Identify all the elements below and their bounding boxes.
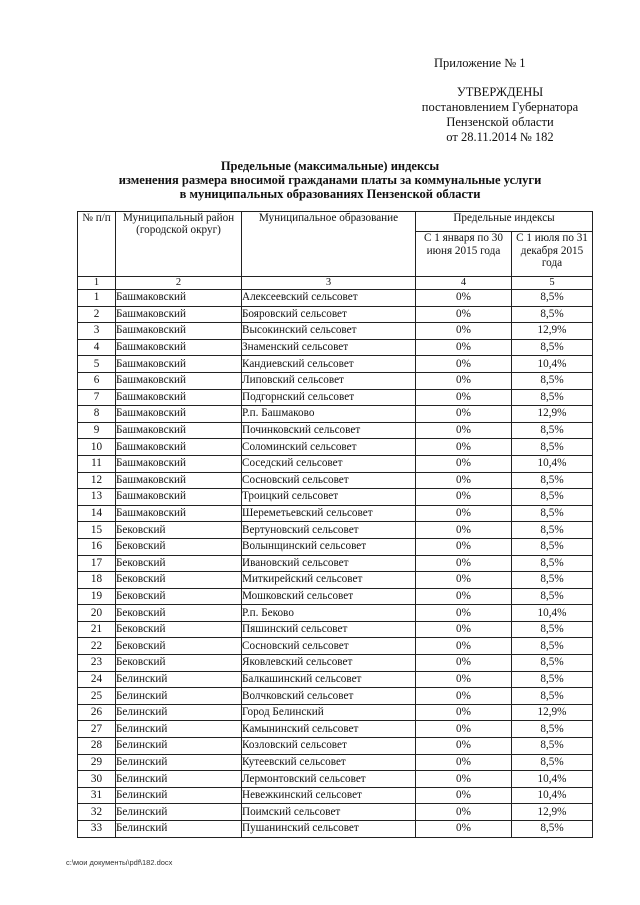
index-period-1-cell: 0% bbox=[416, 505, 512, 522]
index-period-1-cell: 0% bbox=[416, 339, 512, 356]
index-period-1-cell: 0% bbox=[416, 671, 512, 688]
column-number: 2 bbox=[116, 277, 242, 290]
municipality-cell: Пяшинский сельсовет bbox=[242, 621, 416, 638]
index-period-1-cell: 0% bbox=[416, 555, 512, 572]
index-period-1-cell: 0% bbox=[416, 572, 512, 589]
header-period-2: С 1 июля по 31 декабря 2015 года bbox=[512, 232, 593, 277]
municipality-cell: Р.п. Башмаково bbox=[242, 406, 416, 423]
row-number-cell: 3 bbox=[78, 323, 116, 340]
district-cell: Бековский bbox=[116, 655, 242, 672]
index-period-2-cell: 8,5% bbox=[512, 339, 593, 356]
approval-date-line: от 28.11.2014 № 182 bbox=[446, 130, 554, 144]
table-row bbox=[78, 522, 593, 539]
district-cell: Бековский bbox=[116, 522, 242, 539]
appendix-number: Приложение № 1 bbox=[434, 56, 526, 70]
district-cell: Бековский bbox=[116, 572, 242, 589]
index-period-1-cell: 0% bbox=[416, 655, 512, 672]
municipality-cell: Кандиевский сельсовет bbox=[242, 356, 416, 373]
index-period-1-cell: 0% bbox=[416, 372, 512, 389]
district-cell: Башмаковский bbox=[116, 455, 242, 472]
municipality-cell: Яковлевский сельсовет bbox=[242, 655, 416, 672]
municipality-cell: Ивановский сельсовет bbox=[242, 555, 416, 572]
index-period-2-cell: 8,5% bbox=[512, 538, 593, 555]
table-row bbox=[78, 339, 593, 356]
row-number-cell: 6 bbox=[78, 372, 116, 389]
row-number-cell: 5 bbox=[78, 356, 116, 373]
municipality-cell: Знаменский сельсовет bbox=[242, 339, 416, 356]
header-num: № п/п bbox=[78, 212, 116, 277]
index-period-1-cell: 0% bbox=[416, 588, 512, 605]
row-number-cell: 20 bbox=[78, 605, 116, 622]
row-number-cell: 28 bbox=[78, 738, 116, 755]
index-period-1-cell: 0% bbox=[416, 455, 512, 472]
district-cell: Бековский bbox=[116, 588, 242, 605]
municipality-cell: Камынинский сельсовет bbox=[242, 721, 416, 738]
table-row bbox=[78, 704, 593, 721]
row-number-cell: 15 bbox=[78, 522, 116, 539]
column-number: 1 bbox=[78, 277, 116, 290]
district-cell: Башмаковский bbox=[116, 406, 242, 423]
index-period-1-cell: 0% bbox=[416, 472, 512, 489]
district-cell: Белинский bbox=[116, 804, 242, 821]
municipality-cell: Шереметьевский сельсовет bbox=[242, 505, 416, 522]
index-period-2-cell: 10,4% bbox=[512, 455, 593, 472]
index-period-1-cell: 0% bbox=[416, 356, 512, 373]
index-period-2-cell: 8,5% bbox=[512, 671, 593, 688]
municipality-cell: Поимский сельсовет bbox=[242, 804, 416, 821]
table-row bbox=[78, 655, 593, 672]
row-number-cell: 26 bbox=[78, 704, 116, 721]
header-district: Муниципальный район (городской округ) bbox=[116, 212, 242, 277]
district-cell: Белинский bbox=[116, 771, 242, 788]
row-number-cell: 1 bbox=[78, 290, 116, 307]
table-row bbox=[78, 738, 593, 755]
table-row bbox=[78, 572, 593, 589]
index-period-2-cell: 8,5% bbox=[512, 306, 593, 323]
district-cell: Белинский bbox=[116, 821, 242, 838]
municipality-cell: Починковский сельсовет bbox=[242, 422, 416, 439]
municipality-cell: Бояровский сельсовет bbox=[242, 306, 416, 323]
index-period-2-cell: 8,5% bbox=[512, 422, 593, 439]
district-cell: Башмаковский bbox=[116, 505, 242, 522]
table-row bbox=[78, 771, 593, 788]
district-cell: Башмаковский bbox=[116, 290, 242, 307]
index-period-2-cell: 8,5% bbox=[512, 389, 593, 406]
approved-label: УТВЕРЖДЕНЫ bbox=[456, 85, 544, 99]
row-number-cell: 11 bbox=[78, 455, 116, 472]
table-row bbox=[78, 721, 593, 738]
table-body bbox=[78, 290, 593, 838]
index-period-2-cell: 8,5% bbox=[512, 555, 593, 572]
municipality-cell: Козловский сельсовет bbox=[242, 738, 416, 755]
index-period-2-cell: 8,5% bbox=[512, 505, 593, 522]
index-period-1-cell: 0% bbox=[416, 605, 512, 622]
row-number-cell: 4 bbox=[78, 339, 116, 356]
index-period-2-cell: 8,5% bbox=[512, 439, 593, 456]
district-cell: Белинский bbox=[116, 787, 242, 804]
index-period-2-cell: 8,5% bbox=[512, 522, 593, 539]
municipality-cell: Невежкинский сельсовет bbox=[242, 787, 416, 804]
district-cell: Бековский bbox=[116, 638, 242, 655]
district-cell: Башмаковский bbox=[116, 339, 242, 356]
row-number-cell: 7 bbox=[78, 389, 116, 406]
row-number-cell: 33 bbox=[78, 821, 116, 838]
index-period-1-cell: 0% bbox=[416, 688, 512, 705]
header-municipality: Муниципальное образование bbox=[242, 212, 416, 277]
district-cell: Белинский bbox=[116, 738, 242, 755]
table-row bbox=[78, 688, 593, 705]
table-row bbox=[78, 555, 593, 572]
table-row bbox=[78, 538, 593, 555]
row-number-cell: 25 bbox=[78, 688, 116, 705]
title-line-1: Предельные (максимальные) индексы bbox=[220, 159, 440, 173]
index-period-2-cell: 8,5% bbox=[512, 754, 593, 771]
table-row bbox=[78, 323, 593, 340]
row-number-cell: 29 bbox=[78, 754, 116, 771]
index-period-1-cell: 0% bbox=[416, 821, 512, 838]
district-cell: Бековский bbox=[116, 555, 242, 572]
index-period-1-cell: 0% bbox=[416, 439, 512, 456]
index-period-1-cell: 0% bbox=[416, 323, 512, 340]
municipality-cell: Лермонтовский сельсовет bbox=[242, 771, 416, 788]
index-period-1-cell: 0% bbox=[416, 738, 512, 755]
index-period-2-cell: 12,9% bbox=[512, 323, 593, 340]
index-period-2-cell: 12,9% bbox=[512, 406, 593, 423]
table-row bbox=[78, 439, 593, 456]
index-period-1-cell: 0% bbox=[416, 522, 512, 539]
index-period-2-cell: 8,5% bbox=[512, 572, 593, 589]
index-period-1-cell: 0% bbox=[416, 306, 512, 323]
index-period-2-cell: 8,5% bbox=[512, 290, 593, 307]
indices-table bbox=[77, 211, 593, 838]
row-number-cell: 18 bbox=[78, 572, 116, 589]
district-cell: Башмаковский bbox=[116, 439, 242, 456]
index-period-1-cell: 0% bbox=[416, 389, 512, 406]
column-number: 3 bbox=[242, 277, 416, 290]
row-number-cell: 32 bbox=[78, 804, 116, 821]
municipality-cell: Мошковский сельсовет bbox=[242, 588, 416, 605]
table-row bbox=[78, 306, 593, 323]
municipality-cell: Липовский сельсовет bbox=[242, 372, 416, 389]
table-row bbox=[78, 455, 593, 472]
index-period-1-cell: 0% bbox=[416, 406, 512, 423]
table-row bbox=[78, 821, 593, 838]
header-period-1: С 1 января по 30 июня 2015 года bbox=[416, 232, 512, 277]
table-row bbox=[78, 489, 593, 506]
row-number-cell: 2 bbox=[78, 306, 116, 323]
column-number: 4 bbox=[416, 277, 512, 290]
district-cell: Башмаковский bbox=[116, 389, 242, 406]
municipality-cell: Кутеевский сельсовет bbox=[242, 754, 416, 771]
appendix-block bbox=[400, 56, 600, 145]
municipality-cell: Вертуновский сельсовет bbox=[242, 522, 416, 539]
index-period-2-cell: 12,9% bbox=[512, 804, 593, 821]
district-cell: Башмаковский bbox=[116, 356, 242, 373]
district-cell: Бековский bbox=[116, 605, 242, 622]
table-row bbox=[78, 290, 593, 307]
header-indices: Предельные индексы bbox=[416, 212, 593, 232]
municipality-cell: Миткирейский сельсовет bbox=[242, 572, 416, 589]
index-period-2-cell: 8,5% bbox=[512, 489, 593, 506]
index-period-1-cell: 0% bbox=[416, 721, 512, 738]
index-period-1-cell: 0% bbox=[416, 804, 512, 821]
index-period-2-cell: 8,5% bbox=[512, 821, 593, 838]
district-cell: Белинский bbox=[116, 721, 242, 738]
row-number-cell: 23 bbox=[78, 655, 116, 672]
table-row bbox=[78, 422, 593, 439]
title-line-3: в муниципальных образованиях Пензенской области bbox=[179, 187, 481, 201]
row-number-cell: 27 bbox=[78, 721, 116, 738]
table-row bbox=[78, 671, 593, 688]
index-period-1-cell: 0% bbox=[416, 754, 512, 771]
table-row bbox=[78, 389, 593, 406]
row-number-cell: 12 bbox=[78, 472, 116, 489]
table-row bbox=[78, 804, 593, 821]
row-number-cell: 19 bbox=[78, 588, 116, 605]
index-period-2-cell: 8,5% bbox=[512, 688, 593, 705]
approval-line-1: постановлением Губернатора bbox=[421, 100, 579, 114]
table-row bbox=[78, 472, 593, 489]
index-period-2-cell: 8,5% bbox=[512, 655, 593, 672]
file-path-footer: c:\мои документы\pdf\182.docx bbox=[66, 858, 173, 867]
municipality-cell: Троицкий сельсовет bbox=[242, 489, 416, 506]
index-period-1-cell: 0% bbox=[416, 290, 512, 307]
row-number-cell: 17 bbox=[78, 555, 116, 572]
row-number-cell: 24 bbox=[78, 671, 116, 688]
index-period-1-cell: 0% bbox=[416, 787, 512, 804]
index-period-2-cell: 8,5% bbox=[512, 721, 593, 738]
municipality-cell: Соседский сельсовет bbox=[242, 455, 416, 472]
index-period-2-cell: 10,4% bbox=[512, 605, 593, 622]
municipality-cell: Сосновский сельсовет bbox=[242, 472, 416, 489]
row-number-cell: 13 bbox=[78, 489, 116, 506]
table-row bbox=[78, 588, 593, 605]
municipality-cell: Город Белинский bbox=[242, 704, 416, 721]
index-period-2-cell: 10,4% bbox=[512, 787, 593, 804]
index-period-2-cell: 8,5% bbox=[512, 588, 593, 605]
index-period-1-cell: 0% bbox=[416, 489, 512, 506]
municipality-cell: Алексеевский сельсовет bbox=[242, 290, 416, 307]
municipality-cell: Волчковский сельсовет bbox=[242, 688, 416, 705]
index-period-2-cell: 10,4% bbox=[512, 356, 593, 373]
row-number-cell: 31 bbox=[78, 787, 116, 804]
row-number-cell: 10 bbox=[78, 439, 116, 456]
district-cell: Белинский bbox=[116, 688, 242, 705]
index-period-1-cell: 0% bbox=[416, 771, 512, 788]
index-period-1-cell: 0% bbox=[416, 621, 512, 638]
municipality-cell: Р.п. Бековo bbox=[242, 605, 416, 622]
table-row bbox=[78, 605, 593, 622]
row-number-cell: 14 bbox=[78, 505, 116, 522]
district-cell: Башмаковский bbox=[116, 372, 242, 389]
municipality-cell: Волынщинский сельсовет bbox=[242, 538, 416, 555]
index-period-2-cell: 8,5% bbox=[512, 472, 593, 489]
index-period-2-cell: 12,9% bbox=[512, 704, 593, 721]
index-period-1-cell: 0% bbox=[416, 538, 512, 555]
index-period-2-cell: 8,5% bbox=[512, 638, 593, 655]
municipality-cell: Подгорнский сельсовет bbox=[242, 389, 416, 406]
title-line-2: изменения размера вносимой гражданами платы за коммунальные услуги bbox=[118, 173, 542, 187]
district-cell: Башмаковский bbox=[116, 472, 242, 489]
district-cell: Башмаковский bbox=[116, 422, 242, 439]
index-period-2-cell: 10,4% bbox=[512, 771, 593, 788]
index-period-2-cell: 8,5% bbox=[512, 372, 593, 389]
district-cell: Башмаковский bbox=[116, 489, 242, 506]
index-period-2-cell: 8,5% bbox=[512, 738, 593, 755]
table-row bbox=[78, 621, 593, 638]
approval-line-2: Пензенской области bbox=[446, 115, 554, 129]
table-row bbox=[78, 754, 593, 771]
table-row bbox=[78, 356, 593, 373]
district-cell: Белинский bbox=[116, 754, 242, 771]
row-number-cell: 16 bbox=[78, 538, 116, 555]
row-number-cell: 9 bbox=[78, 422, 116, 439]
column-number: 5 bbox=[512, 277, 593, 290]
column-number-row bbox=[78, 277, 593, 290]
row-number-cell: 22 bbox=[78, 638, 116, 655]
index-period-1-cell: 0% bbox=[416, 638, 512, 655]
index-period-1-cell: 0% bbox=[416, 704, 512, 721]
table-row bbox=[78, 638, 593, 655]
table-row bbox=[78, 787, 593, 804]
district-cell: Бековский bbox=[116, 621, 242, 638]
municipality-cell: Пушанинский сельсовет bbox=[242, 821, 416, 838]
document-title bbox=[60, 159, 600, 201]
municipality-cell: Сосновский сельсовет bbox=[242, 638, 416, 655]
row-number-cell: 21 bbox=[78, 621, 116, 638]
index-period-2-cell: 8,5% bbox=[512, 621, 593, 638]
district-cell: Белинский bbox=[116, 671, 242, 688]
table-row bbox=[78, 372, 593, 389]
district-cell: Белинский bbox=[116, 704, 242, 721]
municipality-cell: Высокинский сельсовет bbox=[242, 323, 416, 340]
municipality-cell: Соломинский сельсовет bbox=[242, 439, 416, 456]
municipality-cell: Балкашинский сельсовет bbox=[242, 671, 416, 688]
row-number-cell: 8 bbox=[78, 406, 116, 423]
district-cell: Башмаковский bbox=[116, 323, 242, 340]
district-cell: Бековский bbox=[116, 538, 242, 555]
table-row bbox=[78, 505, 593, 522]
table-row bbox=[78, 406, 593, 423]
index-period-1-cell: 0% bbox=[416, 422, 512, 439]
district-cell: Башмаковский bbox=[116, 306, 242, 323]
row-number-cell: 30 bbox=[78, 771, 116, 788]
